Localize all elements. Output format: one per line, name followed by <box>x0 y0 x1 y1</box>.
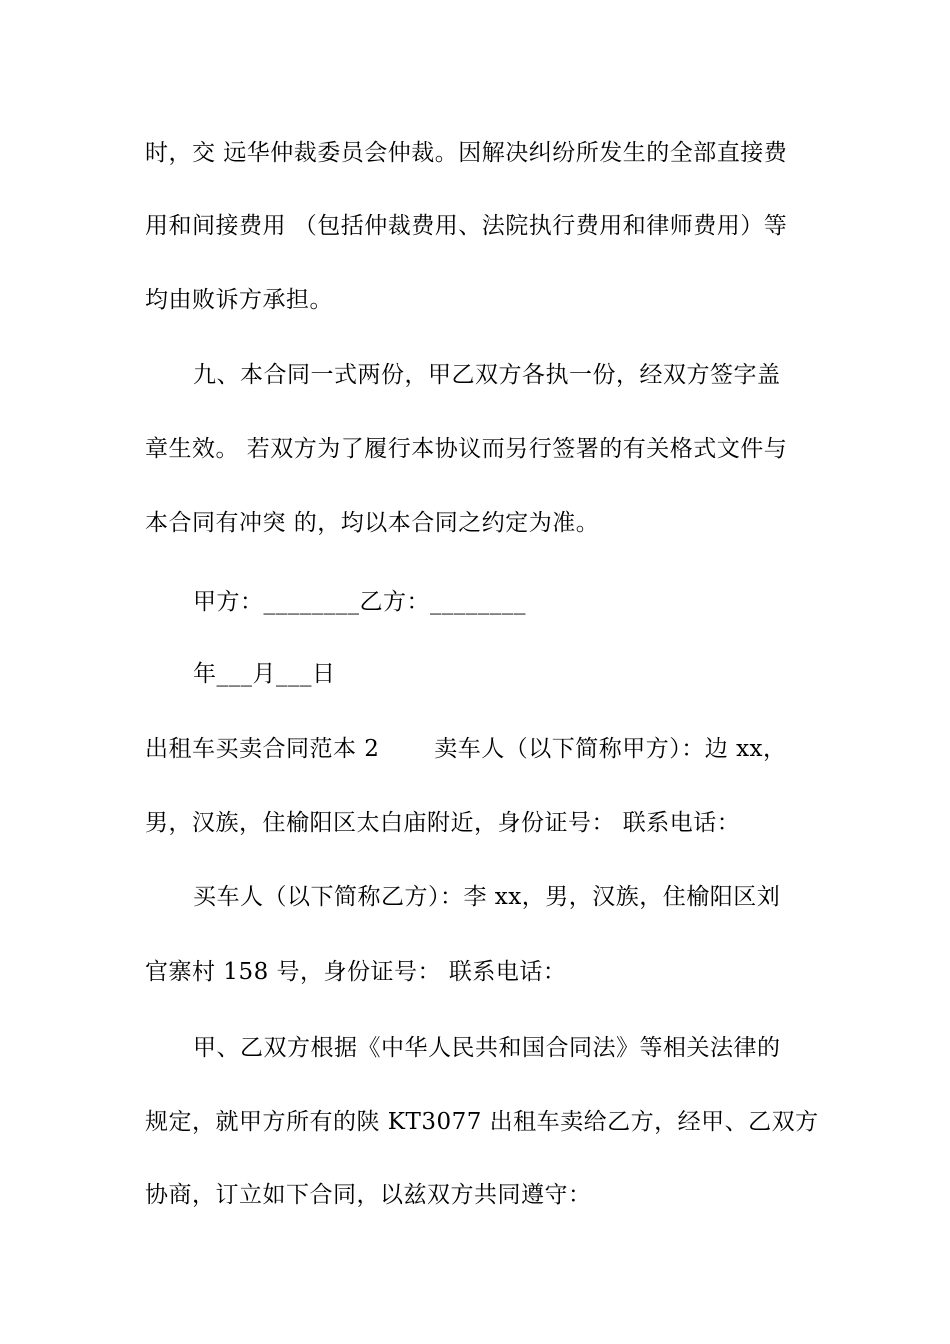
paragraph-line: 规定，就甲方所有的陕 KT3077 出租车卖给乙方，经甲、乙双方 <box>145 1109 819 1135</box>
date-line: 年___月___日 <box>193 661 336 687</box>
paragraph-line: 时，交 远华仲裁委员会仲裁。因解决纠纷所发生的全部直接费 <box>145 140 788 166</box>
buyer-line: 买车人（以下简称乙方）：李 xx，男，汉族，住榆阳区刘 <box>193 884 781 910</box>
paragraph-line: 男，汉族，住榆阳区太白庙附近，身份证号： 联系电话： <box>145 810 741 836</box>
clause-nine-line: 九、本合同一式两份，甲乙双方各执一份，经双方签字盖 <box>193 362 781 388</box>
paragraph-line: 协商，订立如下合同，以兹双方共同遵守： <box>145 1182 592 1208</box>
paragraph-line: 均由败诉方承担。 <box>145 287 333 313</box>
paragraph-line: 章生效。 若双方为了履行本协议而另行签署的有关格式文件与 <box>145 436 788 462</box>
paragraph-line: 本合同有冲突 的，均以本合同之约定为准。 <box>145 510 600 536</box>
agreement-intro-line: 甲、乙双方根据《中华人民共和国合同法》等相关法律的 <box>193 1035 781 1061</box>
contract-title-seller-line: 出租车买卖合同范本 2 卖车人（以下简称甲方）：边 xx， <box>145 736 787 762</box>
paragraph-line: 官寨村 158 号，身份证号： 联系电话： <box>145 959 567 985</box>
signature-line: 甲方：________乙方：________ <box>193 589 526 615</box>
paragraph-line: 用和间接费用 （包括仲裁费用、法院执行费用和律师费用）等 <box>145 213 788 239</box>
